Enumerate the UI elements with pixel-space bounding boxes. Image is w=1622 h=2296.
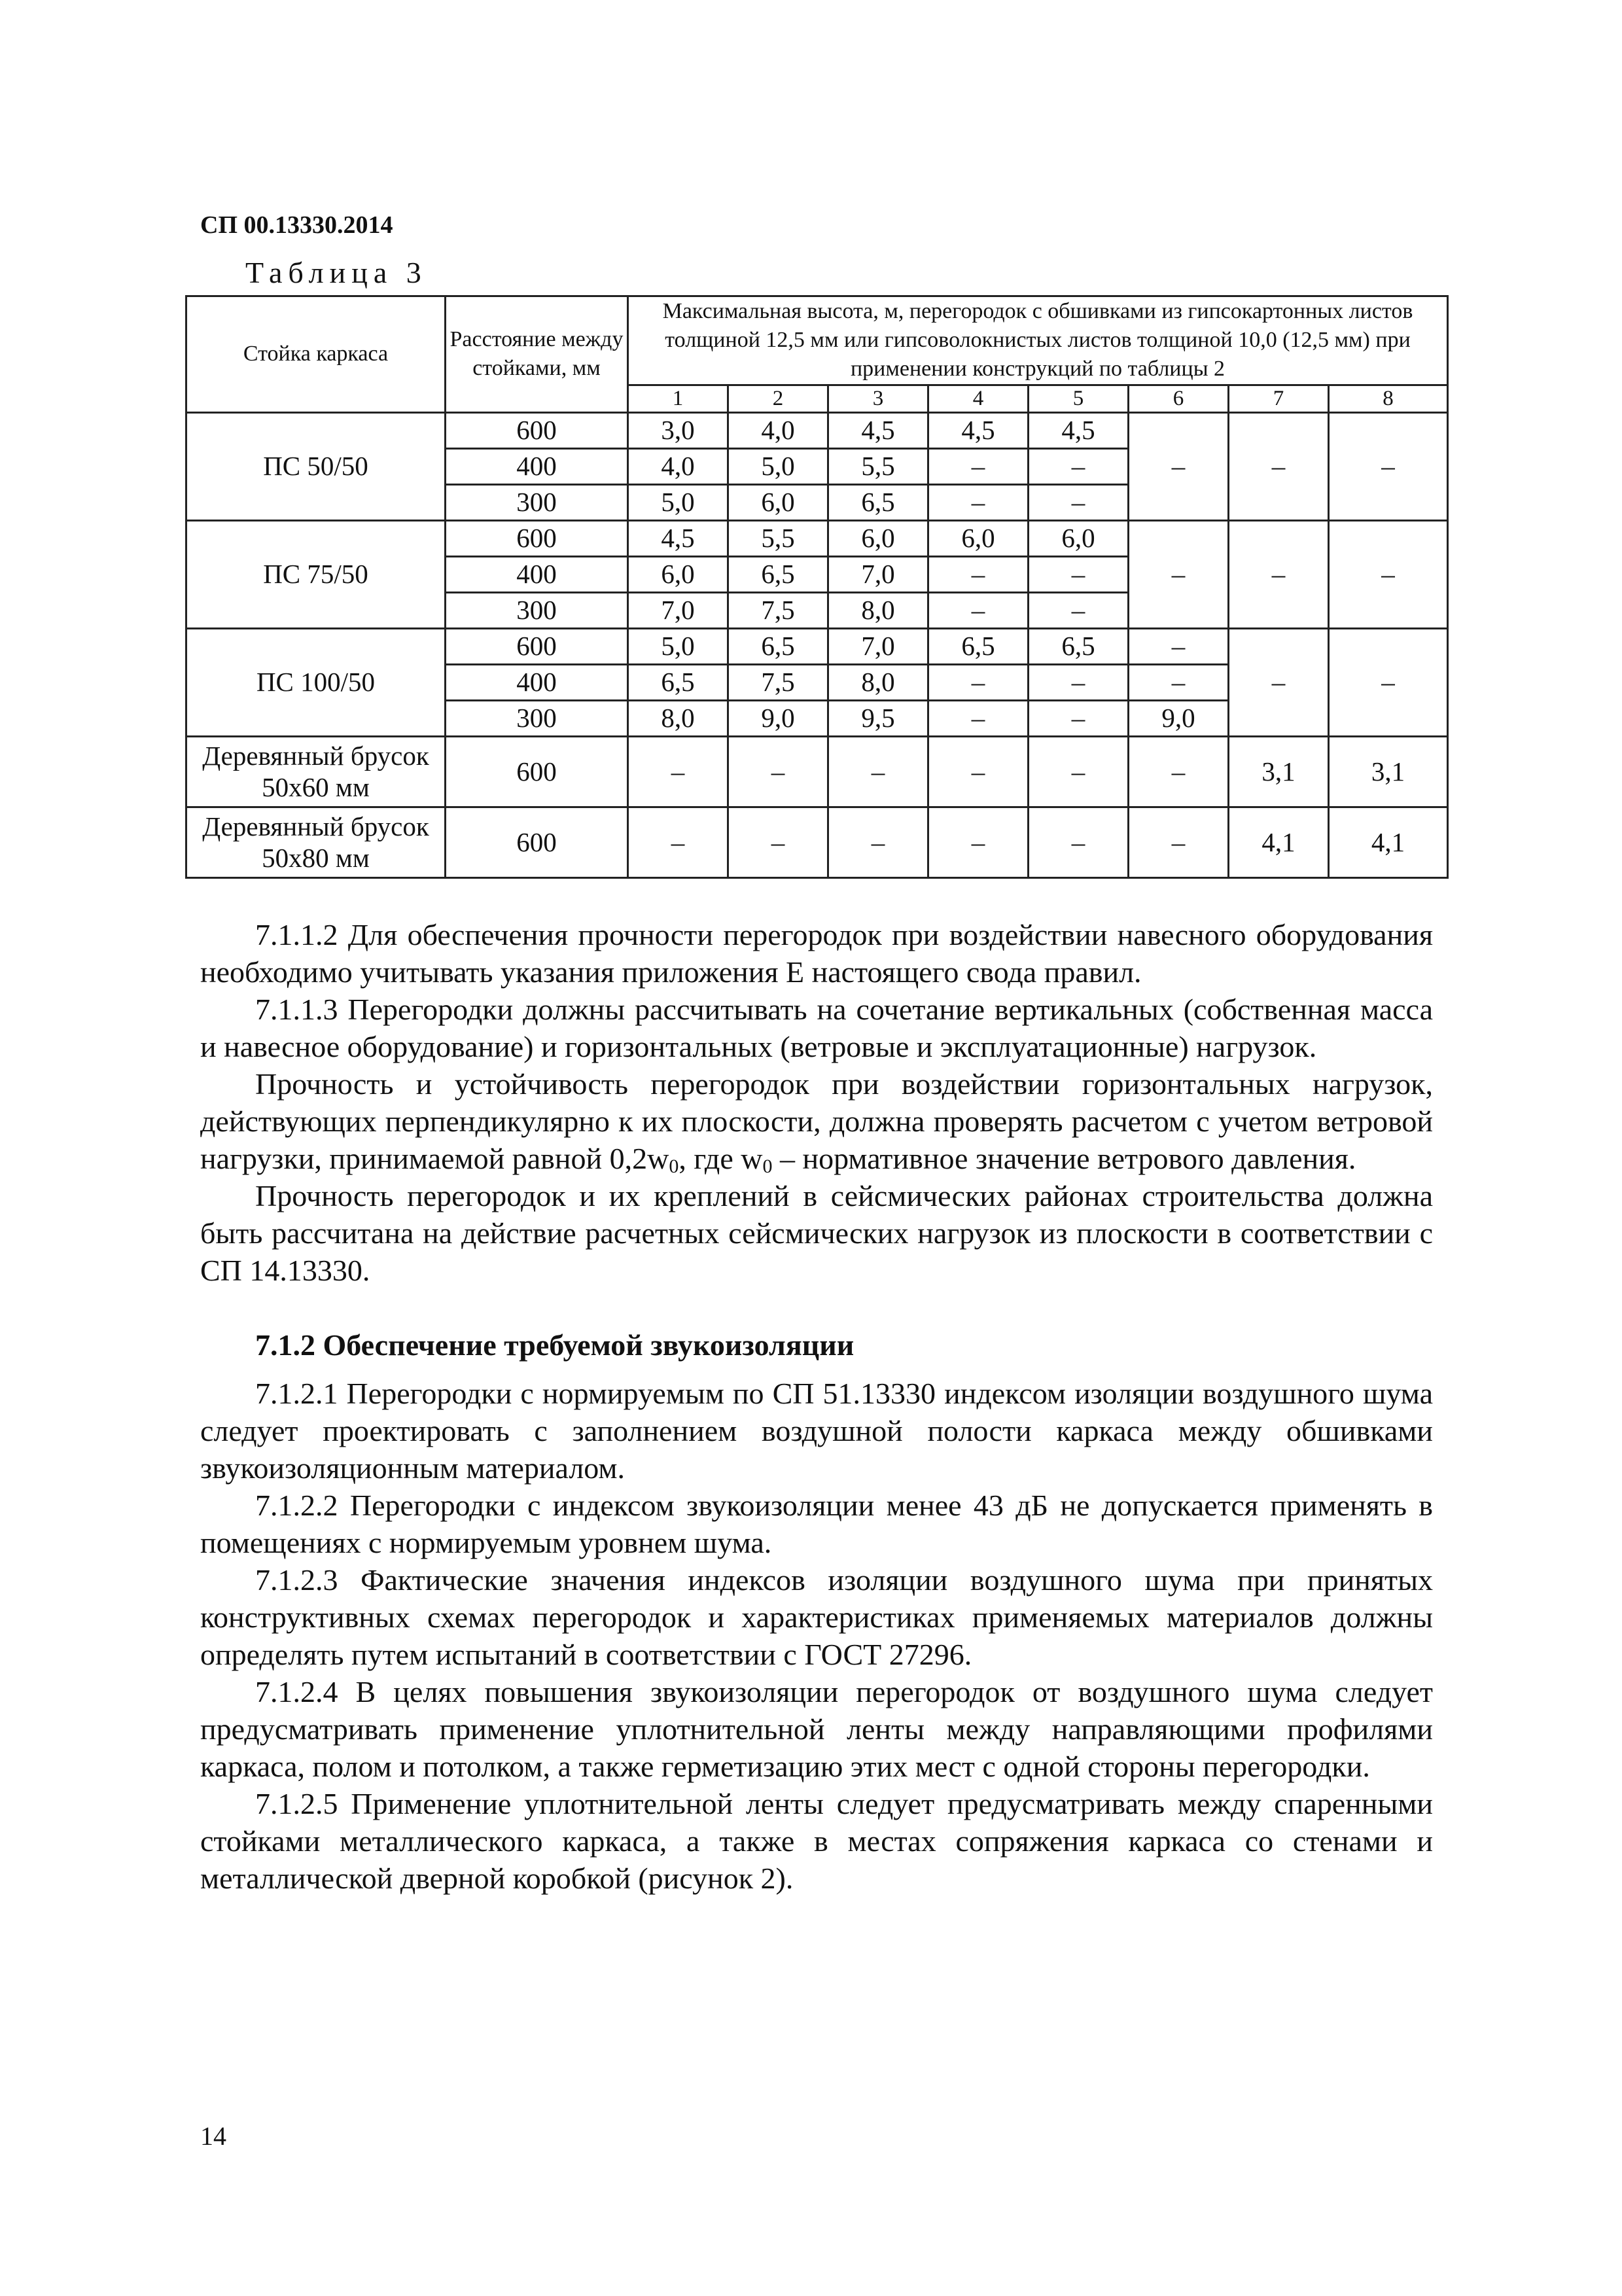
value-cell: – xyxy=(1329,412,1448,520)
value-cell: 3,0 xyxy=(628,412,728,448)
spacing-cell: 600 xyxy=(446,807,628,877)
value-cell: 4,0 xyxy=(628,448,728,484)
value-cell: 6,5 xyxy=(828,484,928,520)
paragraph-strength xyxy=(200,1065,1433,1177)
header-col-5: 5 xyxy=(1029,385,1129,412)
spacing-cell: 400 xyxy=(446,664,628,700)
header-col-7: 7 xyxy=(1229,385,1329,412)
value-cell: 3,1 xyxy=(1329,736,1448,807)
value-cell: – xyxy=(1029,484,1129,520)
document-code: СП 00.13330.2014 xyxy=(200,211,393,239)
paragraph-7-1-2-1: 7.1.2.1 Перегородки с нормируемым по СП 51.13330 индексом изоляции воздушного шума следует проектировать с заполнением воздушной полости каркаса между обшивками звукоизоляционным материалом. xyxy=(200,1377,1433,1485)
value-cell: 6,5 xyxy=(728,556,828,592)
value-cell: 7,5 xyxy=(728,592,828,628)
value-cell: – xyxy=(1129,664,1229,700)
paragraph-7-1-2-2: 7.1.2.2 Перегородки с индексом звукоизоляции менее 43 дБ не допускается применять в помещениях с нормируемым уровнем шума. xyxy=(200,1489,1433,1559)
value-cell: – xyxy=(1129,736,1229,807)
paragraph-7-1-1-3: 7.1.1.3 Перегородки должны рассчитывать на сочетание вертикальных (собственная масса и навесное оборудование) и горизонтальных (ветровые и эксплуатационные) нагрузок. xyxy=(200,993,1433,1063)
value-cell: 4,0 xyxy=(728,412,828,448)
header-col-3: 3 xyxy=(828,385,928,412)
strength-text-c: – нормативное значение ветрового давления. xyxy=(772,1142,1356,1175)
value-cell: – xyxy=(828,807,928,877)
strength-sub-1: 0 xyxy=(669,1156,679,1177)
value-cell: 5,5 xyxy=(828,448,928,484)
value-cell: – xyxy=(1029,556,1129,592)
value-cell: 5,0 xyxy=(628,628,728,664)
value-cell: 4,1 xyxy=(1329,807,1448,877)
header-spacing: Расстояние между стойками, мм xyxy=(446,296,628,413)
value-cell: – xyxy=(1029,700,1129,736)
header-rack: Стойка каркаса xyxy=(186,296,446,413)
value-cell: 9,0 xyxy=(728,700,828,736)
value-cell: – xyxy=(628,807,728,877)
rack-name: ПС 50/50 xyxy=(186,412,446,520)
spacing-cell: 400 xyxy=(446,556,628,592)
body-text-block xyxy=(200,916,1433,1897)
value-cell: 4,5 xyxy=(628,520,728,556)
value-cell: – xyxy=(1229,520,1329,628)
value-cell: 4,1 xyxy=(1229,807,1329,877)
value-cell: – xyxy=(928,592,1029,628)
value-cell: 5,5 xyxy=(728,520,828,556)
spacing-cell: 600 xyxy=(446,520,628,556)
value-cell: – xyxy=(1329,520,1448,628)
value-cell: 7,5 xyxy=(728,664,828,700)
value-cell: – xyxy=(928,484,1029,520)
value-cell: – xyxy=(1129,412,1229,520)
paragraph-7-1-2-3: 7.1.2.3 Фактические значения индексов изоляции воздушного шума при принятых конструктивных схемах перегородок и характеристиках применяемых материалов должны определять путем испытаний в соответствии с ГОСТ 27296. xyxy=(200,1563,1433,1671)
value-cell: 4,5 xyxy=(828,412,928,448)
paragraph-7-1-2-5: 7.1.2.5 Применение уплотнительной ленты следует предусматривать между спаренными стойками металлического каркаса, а также в местах сопряжения каркаса со стенами и металлической дверной коробкой (рисунок 2). xyxy=(200,1787,1433,1895)
section-heading-7-1-2: 7.1.2 Обеспечение требуемой звукоизоляции xyxy=(255,1328,855,1362)
spacing-cell: 400 xyxy=(446,448,628,484)
header-max-height: Максимальная высота, м, перегородок с обшивками из гипсокартонных листов толщиной 12,5 мм или гипсоволокнистых листов толщиной 10,0 (12,5 мм) при применении конструкций по таблицы 2 xyxy=(628,296,1448,385)
header-col-2: 2 xyxy=(728,385,828,412)
value-cell: – xyxy=(728,807,828,877)
value-cell: 3,1 xyxy=(1229,736,1329,807)
value-cell: – xyxy=(1029,448,1129,484)
value-cell: – xyxy=(1029,664,1129,700)
rack-name: Деревянный брусок 50х60 мм xyxy=(186,736,446,807)
value-cell: – xyxy=(928,700,1029,736)
strength-sub-2: 0 xyxy=(762,1156,773,1177)
value-cell: – xyxy=(1029,592,1129,628)
value-cell: 6,5 xyxy=(728,628,828,664)
value-cell: – xyxy=(1229,628,1329,736)
value-cell: 7,0 xyxy=(628,592,728,628)
value-cell: – xyxy=(828,736,928,807)
paragraph-7-1-1-2: 7.1.1.2 Для обеспечения прочности перегородок при воздействии навесного оборудования необходимо учитывать указания приложения Е настоящего свода правил. xyxy=(200,918,1433,989)
strength-text-a: Прочность и устойчивость перегородок при воздействии горизонтальных нагрузок, действующих перпендикулярно к их плоскости, должна проверять расчетом с учетом ветровой нагрузки, принимаемой равной 0,2w xyxy=(200,1067,1433,1175)
value-cell: 4,5 xyxy=(1029,412,1129,448)
value-cell: 8,0 xyxy=(828,664,928,700)
value-cell: – xyxy=(928,556,1029,592)
spacing-cell: 600 xyxy=(446,736,628,807)
value-cell: 8,0 xyxy=(828,592,928,628)
value-cell: 9,5 xyxy=(828,700,928,736)
value-cell: – xyxy=(1229,412,1329,520)
spacing-cell: 300 xyxy=(446,592,628,628)
value-cell: 6,0 xyxy=(728,484,828,520)
value-cell: – xyxy=(928,807,1029,877)
value-cell: – xyxy=(1329,628,1448,736)
value-cell: 6,0 xyxy=(828,520,928,556)
paragraph-7-1-2-4: 7.1.2.4 В целях повышения звукоизоляции перегородок от воздушного шума следует предусматривать применение уплотнительной ленты между направляющими профилями каркаса, полом и потолком, а также герметизацию этих мест с одной стороны перегородки. xyxy=(200,1675,1433,1783)
value-cell: 8,0 xyxy=(628,700,728,736)
value-cell: – xyxy=(928,448,1029,484)
value-cell: 5,0 xyxy=(628,484,728,520)
value-cell: 9,0 xyxy=(1129,700,1229,736)
table-caption: Таблица 3 xyxy=(245,256,427,289)
value-cell: 6,0 xyxy=(628,556,728,592)
rack-name: Деревянный брусок 50х80 мм xyxy=(186,807,446,877)
header-col-8: 8 xyxy=(1329,385,1448,412)
value-cell: – xyxy=(1029,807,1129,877)
value-cell: – xyxy=(928,664,1029,700)
spacing-cell: 600 xyxy=(446,412,628,448)
height-table xyxy=(185,295,1449,879)
value-cell: – xyxy=(928,736,1029,807)
spacing-cell: 600 xyxy=(446,628,628,664)
spacing-cell: 300 xyxy=(446,700,628,736)
value-cell: – xyxy=(1129,807,1229,877)
strength-text-b: , где w xyxy=(679,1142,763,1175)
rack-name: ПС 75/50 xyxy=(186,520,446,628)
value-cell: 7,0 xyxy=(828,628,928,664)
header-col-1: 1 xyxy=(628,385,728,412)
spacing-cell: 300 xyxy=(446,484,628,520)
value-cell: 6,5 xyxy=(628,664,728,700)
rack-name: ПС 100/50 xyxy=(186,628,446,736)
value-cell: – xyxy=(1029,736,1129,807)
header-col-6: 6 xyxy=(1129,385,1229,412)
value-cell: 4,5 xyxy=(928,412,1029,448)
value-cell: – xyxy=(1129,628,1229,664)
value-cell: – xyxy=(628,736,728,807)
value-cell: 5,0 xyxy=(728,448,828,484)
paragraph-seismic: Прочность перегородок и их креплений в сейсмических районах строительства должна быть рассчитана на действие расчетных сейсмических нагрузок из плоскости в соответствии с СП 14.13330. xyxy=(200,1179,1433,1287)
value-cell: 6,0 xyxy=(1029,520,1129,556)
value-cell: 6,5 xyxy=(1029,628,1129,664)
header-col-4: 4 xyxy=(928,385,1029,412)
value-cell: 6,5 xyxy=(928,628,1029,664)
page-number: 14 xyxy=(200,2121,226,2151)
value-cell: – xyxy=(1129,520,1229,628)
value-cell: – xyxy=(728,736,828,807)
value-cell: 6,0 xyxy=(928,520,1029,556)
value-cell: 7,0 xyxy=(828,556,928,592)
